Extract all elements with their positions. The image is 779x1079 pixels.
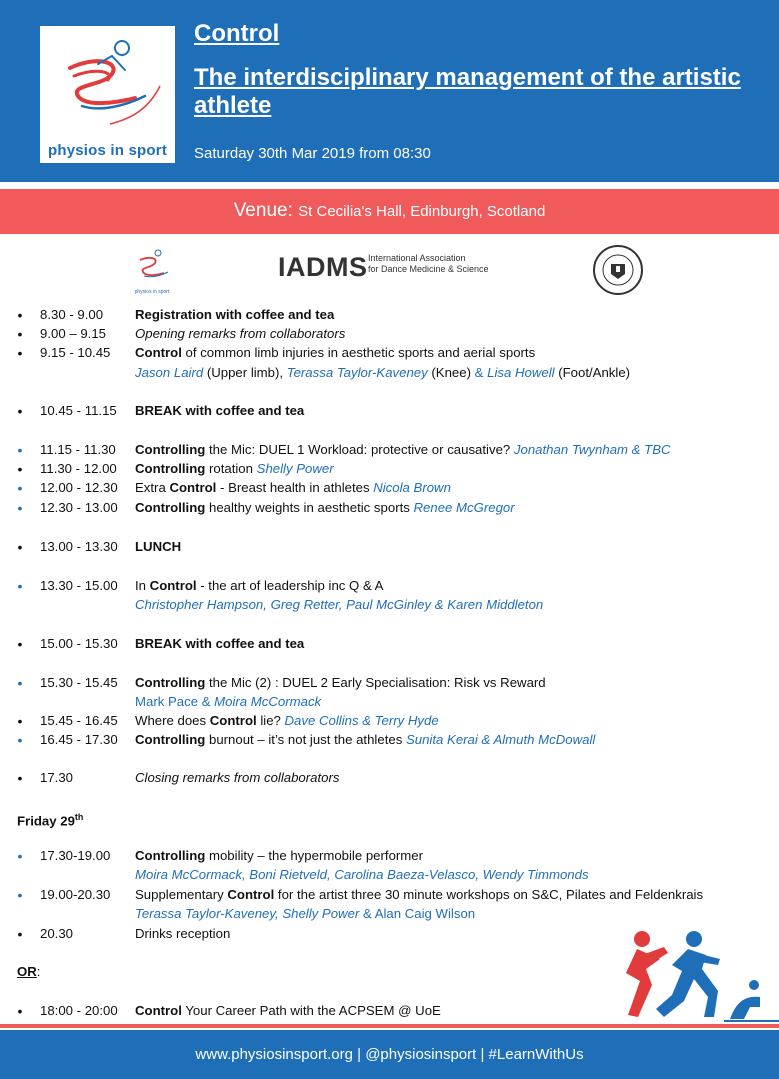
- schedule-row: [0, 711, 779, 731]
- session-description: the Mic (2) : DUEL 2 Early Specialisation: Risk vs Reward: [205, 675, 546, 690]
- bullet-icon: •: [17, 326, 23, 342]
- iadms-name-line-2: for Dance Medicine & Science: [368, 264, 489, 274]
- speakers-row: [0, 692, 779, 712]
- schedule-row: [0, 343, 779, 363]
- speaker: Lisa Howell: [487, 365, 555, 380]
- small-logo-text: physios in sport: [134, 289, 170, 295]
- session-prefix: Where does: [135, 713, 210, 728]
- session-keyword: Control: [209, 713, 257, 728]
- session-description: the Mic: DUEL 1 Workload: protective or causative?: [205, 442, 514, 457]
- session-prefix: Supplementary: [135, 887, 228, 902]
- speakers-row: [0, 865, 779, 885]
- session-keyword: Control: [169, 480, 217, 495]
- schedule-row: [0, 768, 779, 788]
- logo-wordmark: physios in sport: [47, 142, 168, 159]
- header-divider: [0, 182, 779, 189]
- session-keyword: Controlling: [135, 500, 206, 515]
- iadms-mark: IADMS: [278, 252, 368, 282]
- friday-heading: [17, 807, 83, 831]
- speaker: Terassa Taylor-Kaveney, Shelly Power: [135, 906, 360, 921]
- session-description: for the artist three 30 minute workshops on S&C, Pilates and Feldenkrais: [274, 887, 704, 902]
- friday-label: Friday 29: [17, 813, 75, 829]
- athletes-illustration: [612, 925, 779, 1023]
- schedule-row: [0, 478, 779, 498]
- session-prefix: In: [135, 578, 150, 593]
- session-description: burnout – it’s not just the athletes: [205, 732, 406, 747]
- time-slot: 15.30 - 15.45: [40, 675, 118, 690]
- session-keyword: Controlling: [135, 442, 206, 457]
- university-seal-icon: [592, 244, 644, 296]
- speaker: Dave Collins & Terry Hyde: [284, 713, 439, 728]
- speakers: [135, 692, 321, 712]
- session-keyword: Control: [135, 1003, 182, 1018]
- speaker-role: (Foot/Ankle): [554, 365, 631, 380]
- iadms-name-line-1: International Association: [368, 253, 466, 263]
- session-description: mobility – the hypermobile performer: [205, 848, 424, 863]
- session-description: - Breast health in athletes: [216, 480, 374, 495]
- session-title: Opening remarks from collaborators: [135, 326, 346, 341]
- university-edinburgh-crest: [592, 244, 644, 301]
- schedule-row: [0, 440, 779, 460]
- speakers-row: [0, 904, 779, 924]
- speaker: Nicola Brown: [373, 480, 451, 495]
- session-title: [135, 711, 439, 731]
- session-description: of common limb injuries in aesthetic sports and aerial sports: [181, 345, 536, 360]
- bullet-icon: •: [17, 770, 23, 786]
- session-title: BREAK with coffee and tea: [135, 636, 305, 651]
- bullet-icon: •: [17, 732, 23, 748]
- session-keyword: Controlling: [135, 675, 206, 690]
- speaker: Terassa Taylor-Kaveney: [286, 365, 428, 380]
- session-title: [135, 478, 451, 498]
- runner-small-icon: [130, 246, 174, 284]
- session-keyword: Control: [149, 578, 197, 593]
- schedule-row: [0, 885, 779, 905]
- time-slot: 8.30 - 9.00: [40, 307, 104, 322]
- session-keyword: Control: [227, 887, 275, 902]
- session-keyword: Controlling: [135, 732, 206, 747]
- event-date: Saturday 30th Mar 2019 from 08:30: [194, 145, 431, 162]
- time-slot: 13.00 - 13.30: [40, 539, 118, 554]
- speaker: Jason Laird: [135, 365, 204, 380]
- or-colon: :: [36, 964, 41, 979]
- session-description: healthy weights in aesthetic sports: [205, 500, 414, 515]
- bullet-icon: •: [17, 578, 23, 594]
- session-title: [135, 440, 671, 460]
- schedule-row: [0, 537, 779, 557]
- schedule-row: [0, 634, 779, 654]
- time-slot: 16.45 - 17.30: [40, 732, 118, 747]
- session-title: LUNCH: [135, 539, 182, 554]
- time-slot: 15.45 - 16.45: [40, 713, 118, 728]
- speaker-separator: &: [474, 365, 488, 380]
- time-slot: 10.45 - 11.15: [40, 403, 117, 418]
- time-slot: 9.15 - 10.45: [40, 345, 111, 360]
- page-subtitle: The interdisciplinary management of the artistic athlete: [194, 64, 741, 119]
- speaker: Shelly Power: [256, 461, 334, 476]
- schedule-row: [0, 730, 779, 750]
- bullet-icon: •: [17, 887, 23, 903]
- sponsor-logos: [0, 240, 779, 300]
- physios-in-sport-small-logo: [130, 246, 174, 294]
- speakers: Christopher Hampson, Greg Retter, Paul McGinley & Karen Middleton: [135, 597, 544, 612]
- bullet-icon: •: [17, 1003, 23, 1019]
- speaker: Moira McCormack: [214, 694, 322, 709]
- bullet-icon: •: [17, 480, 23, 496]
- footer: [0, 1030, 779, 1079]
- iadms-full-name: [368, 253, 518, 275]
- schedule-row: [0, 305, 779, 325]
- session-title: [135, 885, 703, 905]
- bullet-icon: •: [17, 307, 23, 323]
- session-title: [135, 673, 546, 693]
- schedule-row: [0, 498, 779, 518]
- athletes-silhouette-icon: [612, 925, 779, 1023]
- physios-in-sport-logo: [40, 26, 175, 163]
- session-title: Registration with coffee and tea: [135, 307, 335, 322]
- speaker: & Alan Caig Wilson: [359, 906, 476, 921]
- or-heading: [17, 962, 40, 982]
- session-description: Your Career Path with the ACPSEM @ UoE: [181, 1003, 441, 1018]
- iadms-logo: [278, 252, 489, 283]
- speakers: Moira McCormack, Boni Rietveld, Carolina Baeza-Velasco, Wendy Timmonds: [135, 867, 589, 882]
- bullet-icon: •: [17, 539, 23, 555]
- session-title: [135, 1001, 441, 1021]
- schedule-row: [0, 576, 779, 596]
- bullet-icon: •: [17, 713, 23, 729]
- time-slot: 12.30 - 13.00: [40, 500, 118, 515]
- time-slot: 12.00 - 12.30: [40, 480, 118, 495]
- session-title: Drinks reception: [135, 926, 231, 941]
- footer-links: www.physiosinsport.org | @physiosinsport | #LearnWithUs: [195, 1046, 584, 1063]
- session-prefix: Extra: [135, 480, 170, 495]
- bullet-icon: •: [17, 675, 23, 691]
- time-slot: 17.30: [40, 770, 74, 785]
- time-slot: 11.30 - 12.00: [40, 461, 117, 476]
- time-slot: 9.00 – 9.15: [40, 326, 106, 341]
- footer-stripe: [0, 1024, 779, 1028]
- session-keyword: Control: [135, 345, 182, 360]
- runner-figure-icon: [40, 26, 175, 136]
- speakers: [135, 363, 630, 383]
- speaker: Mark Pace &: [135, 694, 215, 709]
- bullet-icon: •: [17, 461, 23, 477]
- bullet-icon: •: [17, 442, 23, 458]
- page-title: Control: [194, 20, 280, 47]
- bullet-icon: •: [17, 926, 23, 942]
- speaker-role: (Knee): [427, 365, 475, 380]
- schedule-row: [0, 401, 779, 421]
- session-title: [135, 730, 595, 750]
- session-title: BREAK with coffee and tea: [135, 403, 305, 418]
- session-description: - the art of leadership inc Q & A: [196, 578, 384, 593]
- speakers: [135, 904, 475, 924]
- time-slot: 17.30-19.00: [40, 848, 111, 863]
- time-slot: 19.00-20.30: [40, 887, 111, 902]
- time-slot: 18:00 - 20:00: [40, 1003, 118, 1018]
- bullet-icon: •: [17, 345, 23, 361]
- bullet-icon: •: [17, 848, 23, 864]
- speakers-row: [0, 595, 779, 615]
- session-title: [135, 576, 383, 596]
- or-label: OR: [17, 964, 37, 979]
- speaker: Sunita Kerai & Almuth McDowall: [405, 732, 596, 747]
- bullet-icon: •: [17, 500, 23, 516]
- speakers-row: [0, 363, 779, 383]
- bullet-icon: •: [17, 403, 23, 419]
- session-keyword: Controlling: [135, 848, 206, 863]
- schedule-row: [0, 673, 779, 693]
- session-title: [135, 498, 515, 518]
- speaker-role: (Upper limb),: [203, 365, 287, 380]
- time-slot: 20.30: [40, 926, 74, 941]
- venue-banner: [0, 189, 779, 234]
- session-description: lie?: [256, 713, 285, 728]
- session-description: rotation: [205, 461, 257, 476]
- header-banner: [0, 0, 779, 182]
- session-title: [135, 459, 334, 479]
- time-slot: 13.30 - 15.00: [40, 578, 118, 593]
- venue-label: Venue:: [233, 200, 299, 221]
- schedule-row: [0, 324, 779, 344]
- session-keyword: Controlling: [135, 461, 206, 476]
- schedule-row: [0, 459, 779, 479]
- session-title: [135, 846, 423, 866]
- time-slot: 15.00 - 15.30: [40, 636, 118, 651]
- friday-ordinal: th: [74, 812, 84, 822]
- bullet-icon: •: [17, 636, 23, 652]
- speaker: Jonathan Twynham & TBC: [513, 442, 671, 457]
- session-title: [135, 343, 535, 363]
- venue-address: St Cecilia's Hall, Edinburgh, Scotland: [298, 203, 546, 220]
- time-slot: 11.15 - 11.30: [40, 442, 116, 457]
- session-title: Closing remarks from collaborators: [135, 770, 340, 785]
- speaker: Renee McGregor: [413, 500, 515, 515]
- schedule-row: [0, 846, 779, 866]
